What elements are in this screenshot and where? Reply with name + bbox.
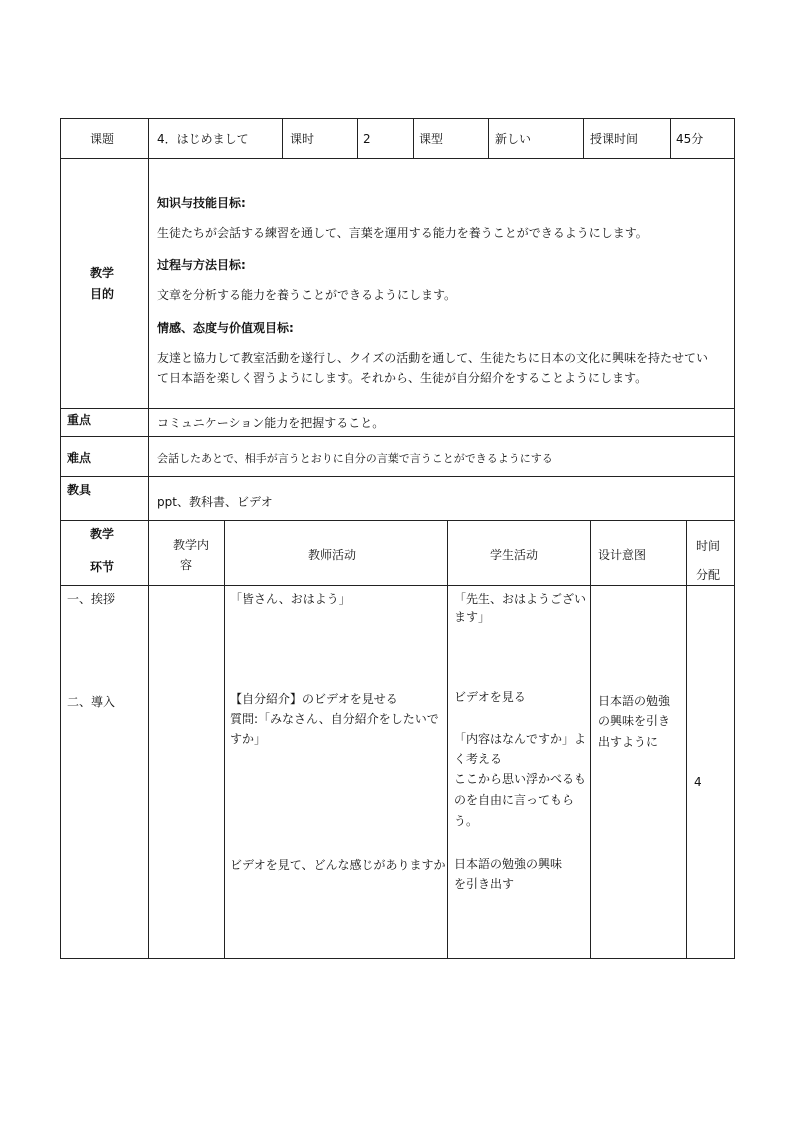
goals-label: 目的 [90,287,115,301]
teacher-activity: すか」 [230,732,267,746]
teacher-header: 教师活动 [308,548,357,562]
time-header: 分配 [696,568,721,582]
table-border [60,520,735,521]
time-header: 时间 [696,539,721,553]
topic-value: 4．はじめまして [157,132,249,146]
table-border [60,408,735,409]
attitude-text: 友達と協力して教室活動を遂行し、クイズの活動を通して、生徒たちに日本の文化に興味を持たせてい [157,351,709,365]
student-activity: 「先生、おはようござい [454,592,587,606]
key-point-label: 重点 [67,413,92,427]
table-border [488,118,489,159]
table-border [60,118,735,119]
time-allocation: 4 [694,775,702,789]
student-header: 学生活动 [490,548,539,562]
table-border [670,118,671,159]
table-border [447,520,448,959]
teacher-activity: ビデオを見て、どんな感じがありますか [230,858,446,872]
type-value: 新しい [495,132,532,146]
student-activity: う。 [454,814,479,828]
student-activity: 「内容はなんですか」よ [454,732,587,746]
design-intent: 日本語の勉強 [598,694,671,708]
time-label: 授课时间 [590,132,639,146]
table-border [357,118,358,159]
table-border [686,520,687,959]
teacher-activity: 「皆さん、おはよう」 [230,592,351,606]
design-header: 设计意图 [598,548,647,562]
table-border [60,958,735,959]
type-label: 课型 [419,132,444,146]
process-text: 文章を分析する能力を養うことができるようにします。 [157,288,457,302]
difficulty-label: 难点 [67,451,92,465]
table-border [734,118,735,959]
stage-header: 教学 [90,527,115,541]
attitude-heading: 情感、态度与价值观目标: [157,321,294,335]
attitude-text: て日本語を楽しく習うようにします。それから、生徒が自分紹介をすることようにします。 [157,371,648,385]
hours-value: 2 [363,132,371,146]
goals-label: 教学 [90,266,115,280]
table-border [583,118,584,159]
content-header: 教学内 [173,538,210,552]
table-border [224,520,225,959]
table-border [590,520,591,959]
stage-cell: 一、挨拶 [67,592,116,606]
tools-value: ppt、教科書、ビデオ [157,495,273,509]
student-activity: く考える [454,752,503,766]
design-intent: 出すように [598,735,659,749]
table-border [148,118,149,959]
tools-label: 教具 [67,483,92,497]
table-border [413,118,414,159]
table-border [60,585,735,586]
teacher-activity: 質問:「みなさん、自分紹介をしたいで [230,712,439,726]
knowledge-text: 生徒たちが会話する練習を通して、言葉を運用する能力を養うことができるようにします。 [157,226,648,240]
student-activity: ます」 [454,610,491,624]
process-heading: 过程与方法目标: [157,258,246,272]
teacher-activity: 【自分紹介】のビデオを見せる [230,692,398,706]
table-border [282,118,283,159]
knowledge-heading: 知识与技能目标: [157,196,246,210]
student-activity: ここから思い浮かべるも [454,772,587,786]
stage-cell: 二、導入 [67,695,116,709]
student-activity: ビデオを見る [454,690,526,704]
design-intent: の興味を引き [598,714,671,728]
table-border [60,118,61,959]
table-border [60,436,735,437]
time-value: 45分 [676,132,704,146]
table-border [60,158,735,159]
student-activity: 日本語の勉強の興味 [454,857,563,871]
hours-label: 课时 [290,132,315,146]
difficulty-value: 会話したあとで、相手が言うとおりに自分の言葉で言うことができるようにする [157,452,553,465]
student-activity: を引き出す [454,877,515,891]
student-activity: のを自由に言ってもら [454,793,575,807]
key-point-value: コミュニケーション能力を把握すること。 [157,416,385,430]
content-header: 容 [180,558,193,572]
stage-header: 环节 [90,560,115,574]
topic-label: 课题 [90,132,115,146]
table-border [60,476,735,477]
